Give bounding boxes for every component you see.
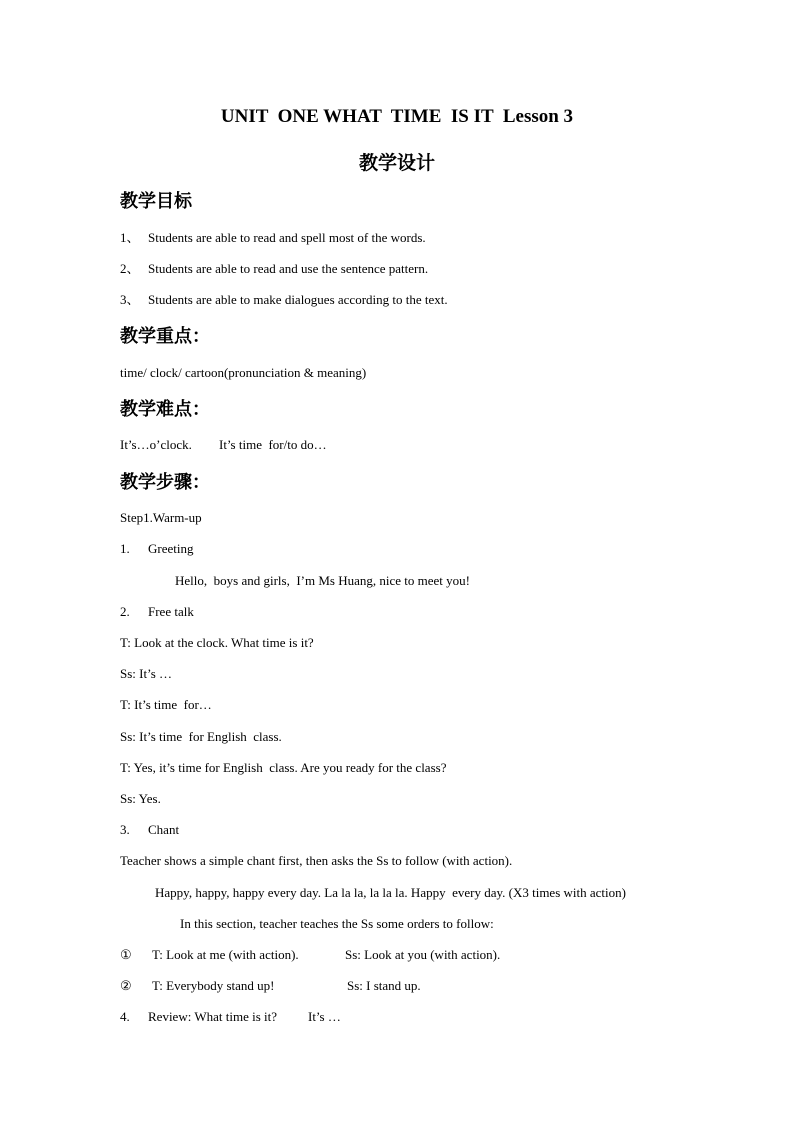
order-students-line: Ss: Look at you (with action). xyxy=(345,947,501,962)
order-teacher-line: T: Look at me (with action). xyxy=(152,947,299,962)
objective-text: Students are able to read and use the sentence pattern. xyxy=(148,261,429,276)
item-number: 1. xyxy=(120,541,130,556)
greeting-label: Greeting xyxy=(148,541,194,556)
key-points-heading: 教学重点： xyxy=(120,326,210,346)
dialogue-line: T: It’s time for… xyxy=(120,697,212,712)
objective-number: 3、 xyxy=(120,292,140,307)
order-number: ① xyxy=(120,947,132,962)
greeting-text: Hello, boys and girls, I’m Ms Huang, nice to meet you! xyxy=(175,573,470,588)
objectives-heading: 教学目标 xyxy=(120,191,192,211)
dialogue-line: T: Look at the clock. What time is it? xyxy=(120,635,314,650)
dialogue-line: T: Yes, it’s time for English class. Are you ready for the class? xyxy=(120,760,447,775)
step1-label: Step1.Warm-up xyxy=(120,510,202,525)
chant-text: Happy, happy, happy every day. La la la, la la la. Happy every day. (X3 times with action) xyxy=(155,885,626,900)
item-number: 2. xyxy=(120,604,130,619)
review-answer: It’s … xyxy=(308,1009,341,1024)
dialogue-line: Ss: Yes. xyxy=(120,791,161,806)
objective-text: Students are able to make dialogues according to the text. xyxy=(148,292,448,307)
chant-label: Chant xyxy=(148,822,180,837)
document-title: UNIT ONE WHAT TIME IS IT Lesson 3 xyxy=(220,106,574,127)
objective-number: 1、 xyxy=(120,230,140,245)
objective-number: 2、 xyxy=(120,261,140,276)
order-teacher-line: T: Everybody stand up! xyxy=(152,978,275,993)
item-number: 3. xyxy=(120,822,130,837)
steps-heading: 教学步骤： xyxy=(120,472,210,492)
document-subtitle: 教学设计 xyxy=(358,153,435,174)
dialogue-line: Ss: It’s time for English class. xyxy=(120,729,282,744)
chant-intro: Teacher shows a simple chant first, then asks the Ss to follow (with action). xyxy=(120,853,513,868)
order-students-line: Ss: I stand up. xyxy=(347,978,421,993)
item-number: 4. xyxy=(120,1009,130,1024)
difficulties-heading: 教学难点： xyxy=(120,399,210,419)
difficulty-pattern-b: It’s time for/to do… xyxy=(219,437,327,452)
free-talk-label: Free talk xyxy=(148,604,194,619)
dialogue-line: Ss: It’s … xyxy=(120,666,173,681)
key-points-text: time/ clock/ cartoon(pronunciation & meaning) xyxy=(120,365,367,380)
objective-text: Students are able to read and spell most of the words. xyxy=(148,230,426,245)
difficulty-pattern-a: It’s…o’clock. xyxy=(120,437,192,452)
review-label: Review: What time is it? xyxy=(148,1009,278,1024)
orders-intro: In this section, teacher teaches the Ss some orders to follow: xyxy=(180,916,494,931)
order-number: ② xyxy=(120,978,132,993)
